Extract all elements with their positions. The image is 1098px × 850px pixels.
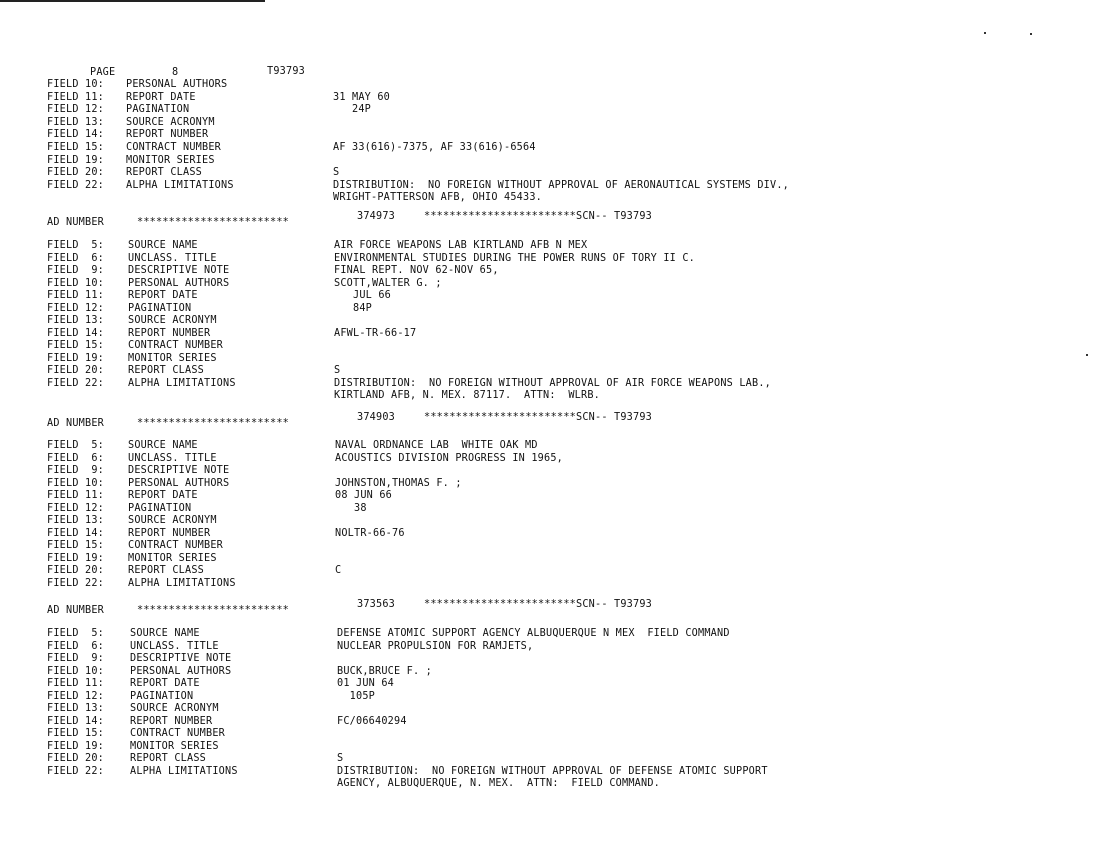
ad-stars: ************************ [137, 605, 290, 616]
field-value: DEFENSE ATOMIC SUPPORT AGENCY ALBUQUERQUE N MEX FIELD COMMAND [337, 628, 730, 639]
field-name: SOURCE ACRONYM [126, 117, 215, 128]
field-name: SOURCE ACRONYM [128, 515, 217, 526]
page-label: PAGE [90, 67, 116, 78]
field-value: AIR FORCE WEAPONS LAB KIRTLAND AFB N MEX [334, 240, 588, 251]
field-value: 08 JUN 66 [335, 490, 393, 501]
field-label: FIELD 9: [47, 265, 105, 276]
field-label: FIELD 20: [47, 365, 105, 376]
field-value: ENVIRONMENTAL STUDIES DURING THE POWER RUNS OF TORY II C. [334, 253, 696, 264]
field-name: ALPHA LIMITATIONS [130, 766, 238, 777]
field-label: FIELD 20: [47, 167, 105, 178]
scan-speck [1030, 33, 1032, 35]
field-name: REPORT DATE [126, 92, 196, 103]
field-label: FIELD 11: [47, 490, 105, 501]
field-name: PAGINATION [130, 691, 194, 702]
field-value: S [333, 167, 340, 178]
field-name: PERSONAL AUTHORS [128, 278, 230, 289]
field-name: CONTRACT NUMBER [128, 340, 224, 351]
field-label: FIELD 11: [47, 290, 105, 301]
scan-speck [984, 32, 986, 34]
field-label: FIELD 15: [47, 340, 105, 351]
field-value: DISTRIBUTION: NO FOREIGN WITHOUT APPROVAL OF AIR FORCE WEAPONS LAB., [334, 378, 772, 389]
field-label: FIELD 14: [47, 328, 105, 339]
field-label: FIELD 5: [47, 440, 105, 451]
ad-number-label: AD NUMBER [47, 217, 105, 228]
field-name: SOURCE ACRONYM [128, 315, 217, 326]
field-value: KIRTLAND AFB, N. MEX. 87117. ATTN: WLRB. [334, 390, 601, 401]
field-name: REPORT DATE [130, 678, 200, 689]
field-name: DESCRIPTIVE NOTE [130, 653, 232, 664]
field-value: BUCK,BRUCE F. ; [337, 666, 433, 677]
field-label: FIELD 20: [47, 753, 105, 764]
field-name: REPORT NUMBER [128, 528, 211, 539]
field-label: FIELD 6: [47, 641, 105, 652]
field-value: 24P [333, 104, 372, 115]
scn-code: ************************SCN-- T93793 [424, 599, 653, 610]
field-name: REPORT CLASS [126, 167, 203, 178]
field-value: 84P [334, 303, 373, 314]
field-name: SOURCE NAME [128, 240, 198, 251]
field-name: REPORT CLASS [128, 565, 205, 576]
ad-stars: ************************ [137, 418, 290, 429]
field-label: FIELD 12: [47, 503, 105, 514]
field-name: DESCRIPTIVE NOTE [128, 265, 230, 276]
field-label: FIELD 15: [47, 142, 105, 153]
field-name: REPORT CLASS [128, 365, 205, 376]
field-label: FIELD 6: [47, 453, 105, 464]
field-label: FIELD 5: [47, 240, 105, 251]
field-label: FIELD 10: [47, 79, 105, 90]
field-value: JUL 66 [334, 290, 392, 301]
field-name: PAGINATION [128, 303, 192, 314]
field-name: PAGINATION [126, 104, 190, 115]
field-name: ALPHA LIMITATIONS [126, 180, 234, 191]
field-name: MONITOR SERIES [126, 155, 215, 166]
field-label: FIELD 13: [47, 703, 105, 714]
field-name: SOURCE ACRONYM [130, 703, 219, 714]
field-name: MONITOR SERIES [128, 553, 217, 564]
field-value: AFWL-TR-66-17 [334, 328, 417, 339]
field-label: FIELD 15: [47, 540, 105, 551]
field-label: FIELD 13: [47, 315, 105, 326]
field-name: MONITOR SERIES [130, 741, 219, 752]
field-value: NUCLEAR PROPULSION FOR RAMJETS, [337, 641, 534, 652]
field-label: FIELD 13: [47, 117, 105, 128]
field-value: 38 [335, 503, 367, 514]
field-label: FIELD 19: [47, 553, 105, 564]
field-name: SOURCE NAME [130, 628, 200, 639]
field-value: NAVAL ORDNANCE LAB WHITE OAK MD [335, 440, 538, 451]
field-name: UNCLASS. TITLE [128, 453, 217, 464]
top-edge-rule [0, 0, 265, 2]
ad-number-value: 374903 [357, 412, 396, 423]
field-label: FIELD 22: [47, 766, 105, 777]
field-name: UNCLASS. TITLE [130, 641, 219, 652]
field-label: FIELD 22: [47, 378, 105, 389]
field-label: FIELD 14: [47, 129, 105, 140]
page-code: T93793 [267, 66, 306, 77]
field-value: DISTRIBUTION: NO FOREIGN WITHOUT APPROVAL OF AERONAUTICAL SYSTEMS DIV., [333, 180, 790, 191]
field-label: FIELD 22: [47, 578, 105, 589]
field-value: AF 33(616)-7375, AF 33(616)-6564 [333, 142, 536, 153]
field-name: DESCRIPTIVE NOTE [128, 465, 230, 476]
field-label: FIELD 13: [47, 515, 105, 526]
field-label: FIELD 9: [47, 465, 105, 476]
ad-number-label: AD NUMBER [47, 605, 105, 616]
field-label: FIELD 10: [47, 478, 105, 489]
field-label: FIELD 15: [47, 728, 105, 739]
field-value: C [335, 565, 342, 576]
field-value: 105P [337, 691, 376, 702]
field-label: FIELD 14: [47, 716, 105, 727]
scan-speck [1086, 354, 1088, 356]
field-value: S [334, 365, 341, 376]
field-value: FC/06640294 [337, 716, 407, 727]
field-label: FIELD 10: [47, 278, 105, 289]
field-label: FIELD 12: [47, 303, 105, 314]
field-label: FIELD 6: [47, 253, 105, 264]
field-value: 01 JUN 64 [337, 678, 395, 689]
ad-number-value: 373563 [357, 599, 396, 610]
field-value: JOHNSTON,THOMAS F. ; [335, 478, 462, 489]
field-label: FIELD 22: [47, 180, 105, 191]
field-label: FIELD 19: [47, 353, 105, 364]
ad-number-label: AD NUMBER [47, 418, 105, 429]
page-number: 8 [172, 67, 179, 78]
field-name: REPORT DATE [128, 290, 198, 301]
field-label: FIELD 19: [47, 741, 105, 752]
scn-code: ************************SCN-- T93793 [424, 211, 653, 222]
field-name: CONTRACT NUMBER [128, 540, 224, 551]
field-label: FIELD 20: [47, 565, 105, 576]
field-label: FIELD 12: [47, 691, 105, 702]
field-label: FIELD 14: [47, 528, 105, 539]
field-label: FIELD 5: [47, 628, 105, 639]
field-label: FIELD 12: [47, 104, 105, 115]
field-value: NOLTR-66-76 [335, 528, 405, 539]
ad-stars: ************************ [137, 217, 290, 228]
field-value: 31 MAY 60 [333, 92, 391, 103]
field-value: SCOTT,WALTER G. ; [334, 278, 442, 289]
field-name: REPORT DATE [128, 490, 198, 501]
field-value: ACOUSTICS DIVISION PROGRESS IN 1965, [335, 453, 564, 464]
field-name: PERSONAL AUTHORS [130, 666, 232, 677]
field-value: AGENCY, ALBUQUERQUE, N. MEX. ATTN: FIELD COMMAND. [337, 778, 661, 789]
scn-code: ************************SCN-- T93793 [424, 412, 653, 423]
field-name: CONTRACT NUMBER [130, 728, 226, 739]
field-name: UNCLASS. TITLE [128, 253, 217, 264]
field-value: FINAL REPT. NOV 62-NOV 65, [334, 265, 499, 276]
field-name: ALPHA LIMITATIONS [128, 378, 236, 389]
field-name: REPORT CLASS [130, 753, 207, 764]
field-value: DISTRIBUTION: NO FOREIGN WITHOUT APPROVAL OF DEFENSE ATOMIC SUPPORT [337, 766, 768, 777]
field-name: REPORT NUMBER [126, 129, 209, 140]
field-name: REPORT NUMBER [130, 716, 213, 727]
field-name: REPORT NUMBER [128, 328, 211, 339]
field-name: PAGINATION [128, 503, 192, 514]
field-label: FIELD 9: [47, 653, 105, 664]
field-label: FIELD 11: [47, 678, 105, 689]
ad-number-value: 374973 [357, 211, 396, 222]
field-name: ALPHA LIMITATIONS [128, 578, 236, 589]
field-label: FIELD 11: [47, 92, 105, 103]
field-name: CONTRACT NUMBER [126, 142, 222, 153]
field-name: PERSONAL AUTHORS [128, 478, 230, 489]
field-label: FIELD 19: [47, 155, 105, 166]
field-name: MONITOR SERIES [128, 353, 217, 364]
field-value: WRIGHT-PATTERSON AFB, OHIO 45433. [333, 192, 543, 203]
field-value: S [337, 753, 344, 764]
field-name: PERSONAL AUTHORS [126, 79, 228, 90]
field-name: SOURCE NAME [128, 440, 198, 451]
field-label: FIELD 10: [47, 666, 105, 677]
